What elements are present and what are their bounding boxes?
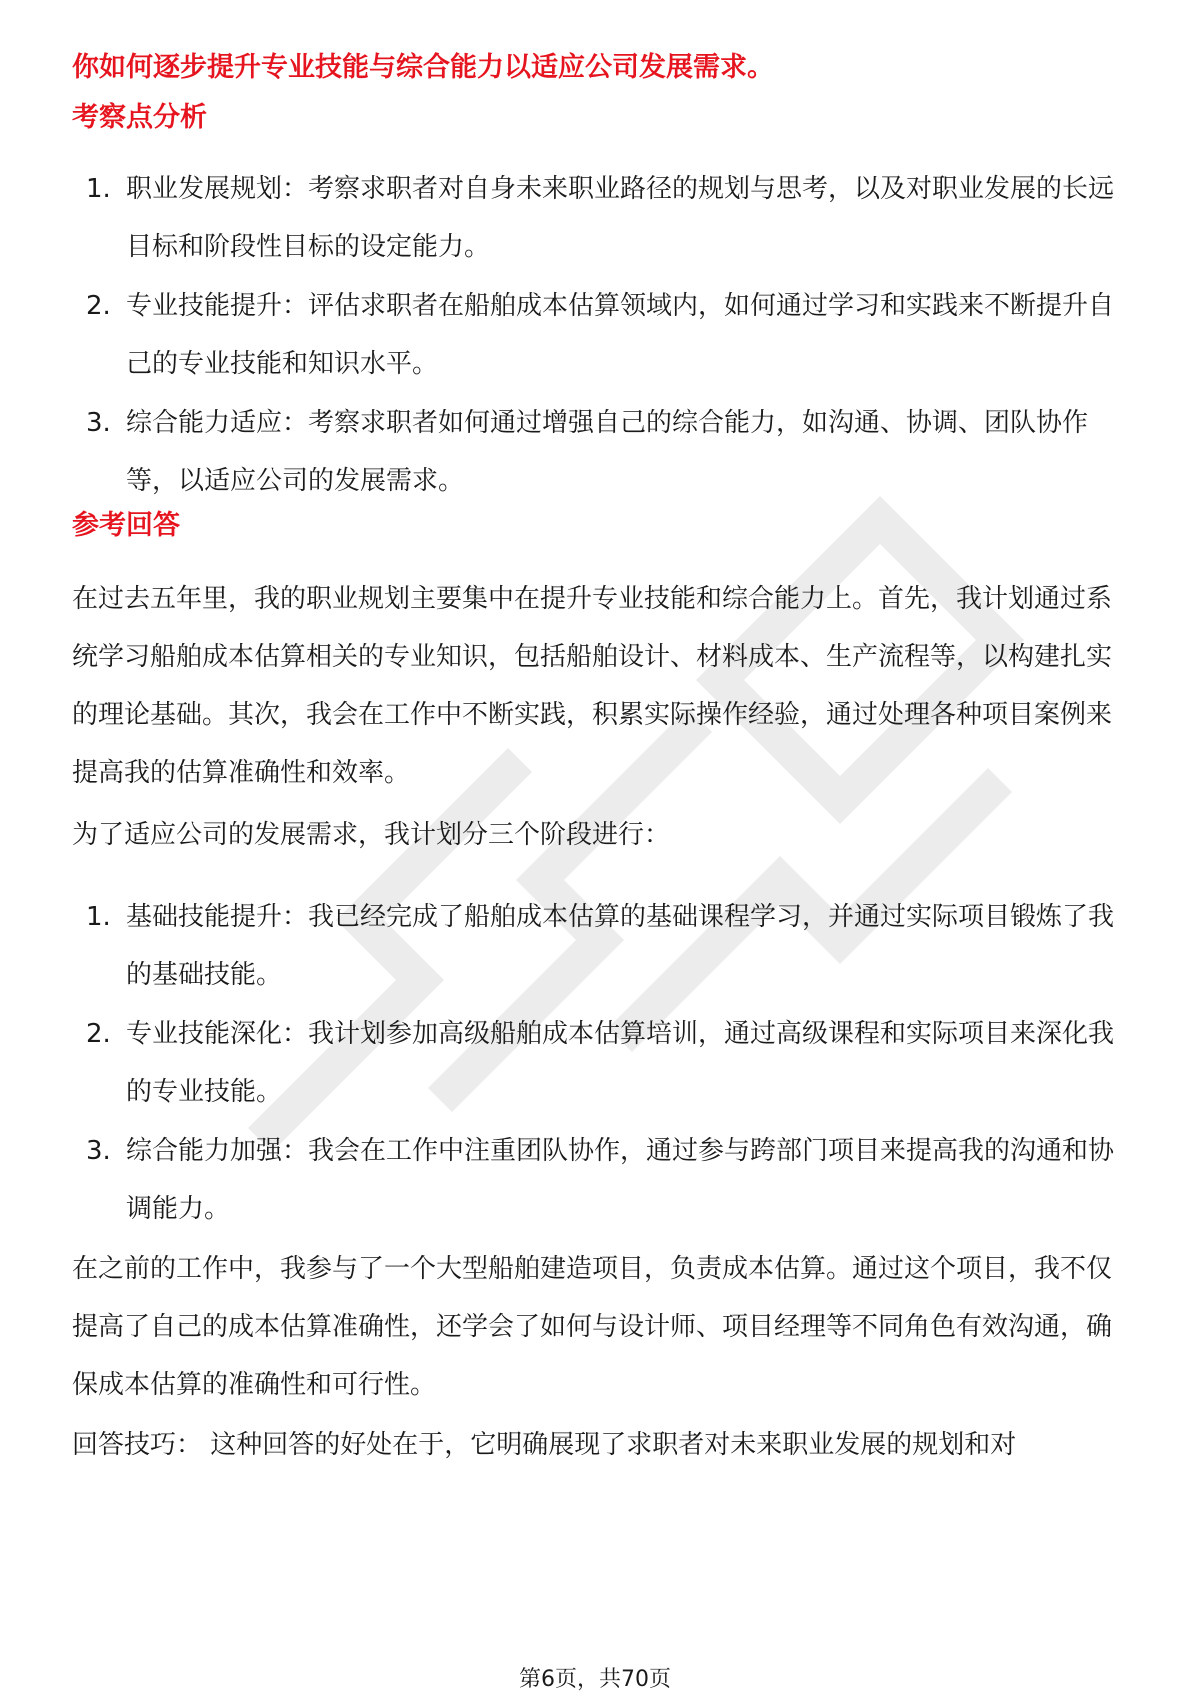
list-number: 1. <box>86 174 111 204</box>
list-item-text: 专业技能提升：评估求职者在船舶成本估算领域内，如何通过学习和实践来不断提升自己的专业技能和知识水平。 <box>126 291 1115 379</box>
analysis-list <box>72 160 1122 511</box>
list-item <box>72 1122 1122 1238</box>
list-item-text: 基础技能提升：我已经完成了船舶成本估算的基础课程学习，并通过实际项目锻炼了我的基础技能。 <box>126 902 1115 990</box>
list-number: 3. <box>86 1136 111 1166</box>
page-number: 第6页，共70页 <box>519 1667 671 1692</box>
list-item <box>72 1005 1122 1121</box>
answer-paragraph-3: 在之前的工作中，我参与了一个大型船舶建造项目，负责成本估算。通过这个项目，我不仅提高了自己的成本估算准确性，还学会了如何与设计师、项目经理等不同角色有效沟通，确保成本估算的准确性和可行性。 <box>72 1254 1113 1400</box>
list-number: 3. <box>86 408 111 438</box>
list-item <box>72 394 1122 510</box>
question-title: 你如何逐步提升专业技能与综合能力以适应公司发展需求。 <box>72 52 774 83</box>
list-number: 2. <box>86 1019 111 1049</box>
answer-tips: 回答技巧： 这种回答的好处在于，它明确展现了求职者对未来职业发展的规划和对 <box>72 1430 1017 1460</box>
list-item <box>72 277 1122 393</box>
list-number: 1. <box>86 902 111 932</box>
list-item <box>72 160 1122 276</box>
answer-paragraph-1: 在过去五年里，我的职业规划主要集中在提升专业技能和综合能力上。首先，我计划通过系统学习船舶成本估算相关的专业知识，包括船舶设计、材料成本、生产流程等，以构建扎实的理论基础。其次，我会在工作中不断实践，积累实际操作经验，通过处理各种项目案例来提高我的估算准确性和效率。 <box>72 584 1113 788</box>
stages-list <box>72 888 1122 1239</box>
list-item <box>72 888 1122 1004</box>
answer-paragraph-2: 为了适应公司的发展需求，我计划分三个阶段进行： <box>72 820 671 850</box>
list-item-text: 综合能力加强：我会在工作中注重团队协作，通过参与跨部门项目来提高我的沟通和协调能力。 <box>126 1136 1115 1224</box>
list-item-text: 综合能力适应：考察求职者如何通过增强自己的综合能力，如沟通、协调、团队协作等，以适应公司的发展需求。 <box>126 408 1089 496</box>
answer-heading: 参考回答 <box>72 510 180 541</box>
list-item-text: 职业发展规划：考察求职者对自身未来职业路径的规划与思考，以及对职业发展的长远目标和阶段性目标的设定能力。 <box>126 174 1115 262</box>
list-number: 2. <box>86 291 111 321</box>
list-item-text: 专业技能深化：我计划参加高级船舶成本估算培训，通过高级课程和实际项目来深化我的专业技能。 <box>126 1019 1115 1107</box>
analysis-heading: 考察点分析 <box>72 102 207 133</box>
